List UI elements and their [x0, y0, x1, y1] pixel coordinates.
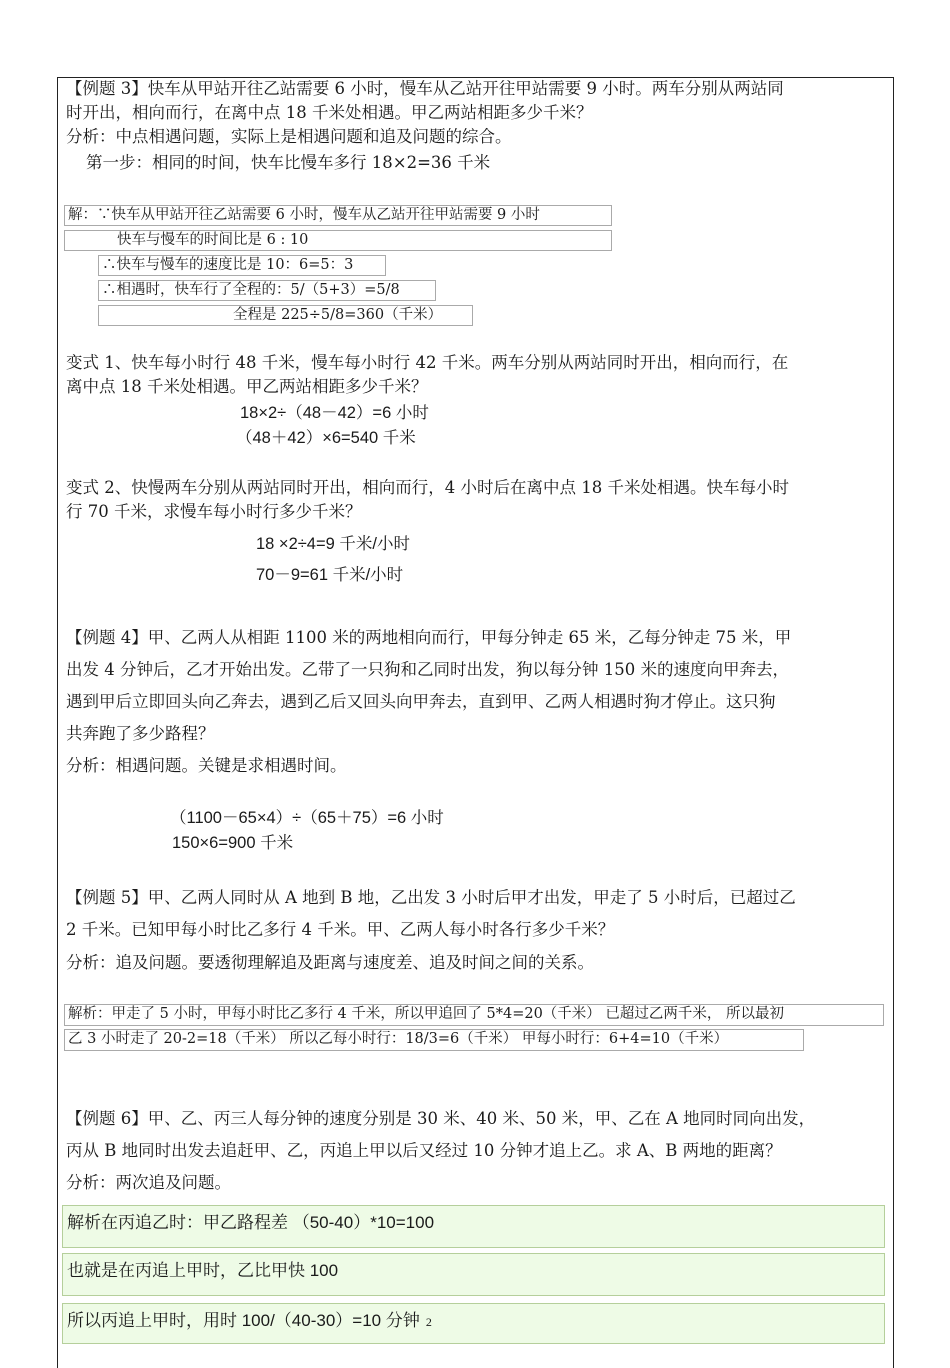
ex3-solution-line-2: 快车与慢车的时间比是 6 : 10 [64, 230, 612, 251]
var2-calc-2: 70－9=61 千米/小时 [256, 566, 404, 584]
ex5-line-2: 2 千米。已知甲每小时比乙多行 4 千米。甲、乙两人每小时各行多少千米？ [66, 920, 615, 939]
var2-line-2: 行 70 千米，求慢车每小时行多少千米？ [66, 502, 362, 521]
ex6-solution-line-2 [62, 1253, 885, 1296]
ex4-line-3: 遇到甲后立即回头向乙奔去，遇到乙后又回头向甲奔去，直到甲、乙两人相遇时狗才停止。这只狗 [66, 692, 776, 711]
ex3-solution-line-3: ∴快车与慢车的速度比是 10：6=5：3 [98, 255, 386, 276]
var2-line-1: 变式 2、快慢两车分别从两站同时开出，相向而行，4 小时后在离中点 18 千米处相遇。快车每小时 [66, 478, 789, 497]
ex4-calc-2: 150×6=900 千米 [172, 834, 294, 852]
ex3-solution-line-1: 解：∵快车从甲站开往乙站需要 6 小时，慢车从乙站开往甲站需要 9 小时 [64, 205, 612, 226]
ex5-solution-line-2: 乙 3 小时走了 20-2=18（千米） 所以乙每小时行：18/3=6（千米） 甲每小时行：6+4=10（千米） [64, 1029, 804, 1051]
ex3-step-1: 第一步：相同的时间，快车比慢车多行 18×2=36 千米 [86, 153, 491, 172]
ex6-solution-text-1: 解析在丙追乙时：甲乙路程差 （50-40）*10=100 [67, 1213, 435, 1232]
ex3-solution-line-5: 全程是 225÷5/8=360（千米） [98, 305, 473, 326]
var1-calc-1: 18×2÷（48－42）=6 小时 [240, 404, 429, 422]
ex3-line-1: 【例题 3】快车从甲站开往乙站需要 6 小时，慢车从乙站开往甲站需要 9 小时。两车分别从两站同 [66, 79, 784, 98]
ex6-analysis: 分析：两次追及问题。 [66, 1173, 231, 1192]
ex4-calc-1: （1100－65×4）÷（65＋75）=6 小时 [170, 809, 444, 827]
ex3-analysis: 分析：中点相遇问题，实际上是相遇问题和追及问题的综合。 [66, 127, 512, 146]
ex6-solution-line-3 [62, 1303, 885, 1344]
ex4-line-2: 出发 4 分钟后，乙才开始出发。乙带了一只狗和乙同时出发，狗以每分钟 150 米的速度向甲奔去， [66, 660, 789, 679]
ex3-line-2: 时开出，相向而行，在离中点 18 千米处相遇。甲乙两站相距多少千米？ [66, 103, 593, 122]
ex5-line-1: 【例题 5】甲、乙两人同时从 A 地到 B 地，乙出发 3 小时后甲才出发，甲走了 5 小时后，已超过乙 [66, 888, 796, 907]
ex6-line-1: 【例题 6】甲、乙、丙三人每分钟的速度分别是 30 米、40 米、50 米，甲、乙在 A 地同时同向出发， [66, 1109, 816, 1128]
ex5-analysis: 分析：追及问题。要透彻理解追及距离与速度差、追及时间之间的关系。 [66, 953, 594, 972]
ex6-solution-text-3: 所以丙追上甲时，用时 100/（40-30）=10 分钟 [67, 1311, 420, 1330]
var1-calc-2: （48＋42）×6=540 千米 [236, 429, 416, 447]
ex4-analysis: 分析：相遇问题。关键是求相遇时间。 [66, 756, 347, 775]
ex4-line-4: 共奔跑了多少路程？ [66, 724, 215, 743]
var2-calc-1: 18 ×2÷4=9 千米/小时 [256, 535, 410, 553]
var1-line-2: 离中点 18 千米处相遇。甲乙两站相距多少千米？ [66, 377, 428, 396]
ex6-line-2: 丙从 B 地同时出发去追赶甲、乙，丙追上甲以后又经过 10 分钟才追上乙。求 A、B 两地的距离？ [66, 1141, 782, 1160]
var1-line-1: 变式 1、快车每小时行 48 千米，慢车每小时行 42 千米。两车分别从两站同时开出，相向而行，在 [66, 353, 789, 372]
page-number: 2 [425, 1315, 432, 1329]
ex4-line-1: 【例题 4】甲、乙两人从相距 1100 米的两地相向而行，甲每分钟走 65 米，乙每分钟走 75 米，甲 [66, 628, 792, 647]
ex3-solution-line-4: ∴相遇时，快车行了全程的：5/（5+3）=5/8 [98, 280, 436, 301]
ex6-solution-text-2: 也就是在丙追上甲时，乙比甲快 100 [67, 1261, 339, 1280]
ex5-solution-line-1: 解析：甲走了 5 小时，甲每小时比乙多行 4 千米，所以甲追回了 5*4=20（千米） 已超过乙两千米， 所以最初 [64, 1004, 884, 1026]
ex6-solution-line-1 [62, 1205, 885, 1248]
